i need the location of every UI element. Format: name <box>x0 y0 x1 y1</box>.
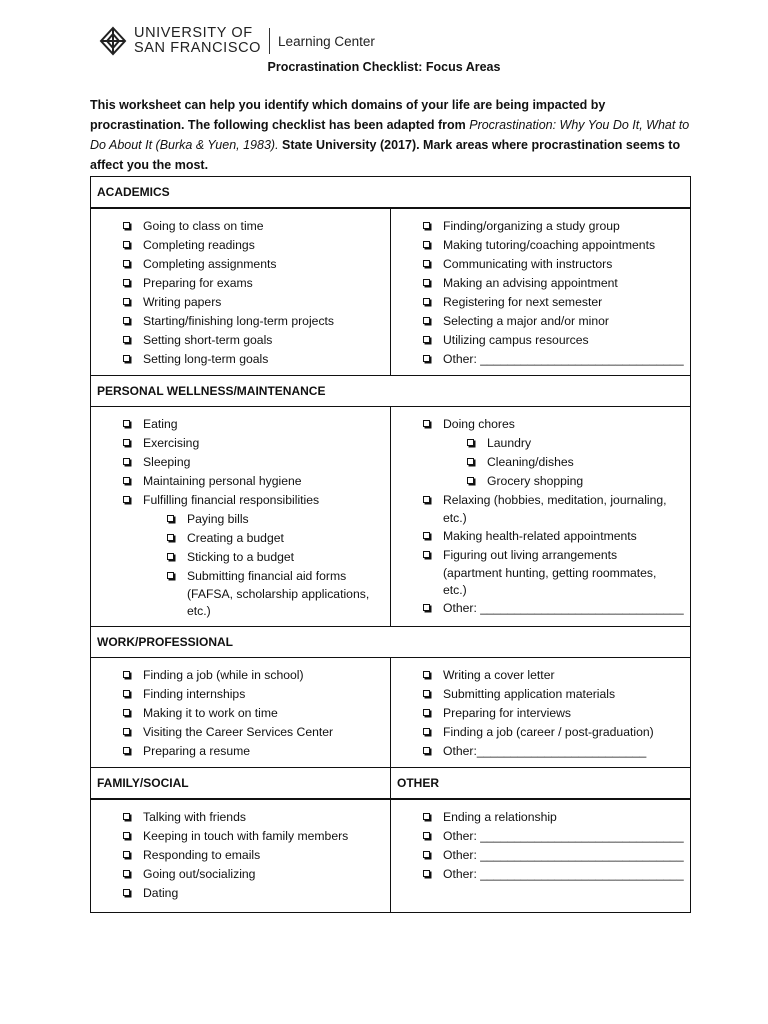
other-cell <box>391 799 691 913</box>
checklist-subitem[interactable] <box>91 548 390 567</box>
item-label: Finding a job (career / post-graduation) <box>443 725 654 739</box>
checklist-item[interactable] <box>91 350 390 369</box>
section-heading-other: OTHER <box>391 768 691 800</box>
checkbox-icon[interactable] <box>423 551 430 558</box>
checklist-subitem[interactable] <box>91 529 390 548</box>
item-continuation <box>391 565 690 582</box>
item-label: Other: ______________________________ <box>443 829 684 843</box>
item-label: Utilizing campus resources <box>443 333 589 347</box>
checkbox-icon[interactable] <box>123 222 130 229</box>
checkbox-icon[interactable] <box>423 690 430 697</box>
wellness-left-list <box>91 415 390 620</box>
checkbox-icon[interactable] <box>123 832 130 839</box>
checkbox-icon[interactable] <box>123 671 130 678</box>
checkbox-icon[interactable] <box>423 279 430 286</box>
item-continuation <box>391 582 690 599</box>
item-label: Completing readings <box>143 238 255 252</box>
item-label: Maintaining personal hygiene <box>143 474 302 488</box>
checklist-item[interactable] <box>391 491 690 510</box>
checkbox-icon[interactable] <box>123 439 130 446</box>
item-continuation <box>91 586 390 603</box>
item-label: Other: ______________________________ <box>443 601 684 615</box>
checkbox-icon[interactable] <box>423 832 430 839</box>
checklist-item[interactable] <box>91 723 390 742</box>
item-label: Other: ______________________________ <box>443 848 684 862</box>
checkbox-icon[interactable] <box>423 496 430 503</box>
item-label: Submitting application materials <box>443 687 616 701</box>
checklist-subitem[interactable] <box>391 434 690 453</box>
item-label: Relaxing (hobbies, meditation, journaling, <box>443 493 667 507</box>
item-label: (apartment hunting, getting roommates, <box>443 566 657 580</box>
checkbox-icon[interactable] <box>423 709 430 716</box>
item-label: Completing assignments <box>143 257 277 271</box>
item-label: Cleaning/dishes <box>487 455 574 469</box>
item-continuation <box>91 603 390 620</box>
checklist-item[interactable] <box>391 274 690 293</box>
checkbox-icon[interactable] <box>123 728 130 735</box>
checkbox-icon[interactable] <box>123 851 130 858</box>
checklist-item[interactable] <box>91 236 390 255</box>
family-list <box>91 808 390 903</box>
checkbox-icon[interactable] <box>123 355 130 362</box>
work-left-cell <box>91 658 391 768</box>
checkbox-icon[interactable] <box>123 279 130 286</box>
checkbox-icon[interactable] <box>123 889 130 896</box>
item-label: Eating <box>143 417 178 431</box>
checklist-item[interactable] <box>391 217 690 236</box>
item-label: Finding internships <box>143 687 246 701</box>
item-label: Figuring out living arrangements <box>443 548 618 562</box>
checklist-item[interactable] <box>391 704 690 723</box>
checklist-item[interactable] <box>91 331 390 350</box>
item-label: Responding to emails <box>143 848 261 862</box>
item-label: Keeping in touch with family members <box>143 829 349 843</box>
item-label: Sleeping <box>143 455 191 469</box>
checklist-item[interactable] <box>91 274 390 293</box>
checkbox-icon[interactable] <box>167 534 174 541</box>
item-label: Finding a job (while in school) <box>143 668 304 682</box>
item-label: Making health-related appointments <box>443 529 637 543</box>
checklist-table <box>90 176 691 913</box>
item-label: Starting/finishing long-term projects <box>143 314 335 328</box>
academics-left-list <box>91 217 390 369</box>
item-label: Other: ______________________________ <box>443 867 684 881</box>
checkbox-icon[interactable] <box>123 477 130 484</box>
item-label: Finding/organizing a study group <box>443 219 620 233</box>
item-label: Making tutoring/coaching appointments <box>443 238 656 252</box>
checklist-item[interactable] <box>91 685 390 704</box>
checkbox-icon[interactable] <box>423 355 430 362</box>
item-label: Preparing for interviews <box>443 706 572 720</box>
page-title: Procrastination Checklist: Focus Areas <box>267 60 501 74</box>
item-label: Writing a cover letter <box>443 668 555 682</box>
item-label: Doing chores <box>443 417 515 431</box>
checkbox-icon[interactable] <box>167 572 174 579</box>
checkbox-icon[interactable] <box>123 336 130 343</box>
item-label: Laundry <box>487 436 532 450</box>
checklist-subitem[interactable] <box>391 472 690 491</box>
checklist-item[interactable] <box>91 491 390 510</box>
academics-left-cell <box>91 208 391 376</box>
item-label: (FAFSA, scholarship applications, <box>187 587 370 601</box>
item-label: Sticking to a budget <box>187 550 295 564</box>
section-heading-wellness: PERSONAL WELLNESS/MAINTENANCE <box>91 376 691 407</box>
checklist-item[interactable] <box>391 846 690 865</box>
item-label: Writing papers <box>143 295 222 309</box>
checkbox-icon[interactable] <box>423 336 430 343</box>
item-label: Creating a budget <box>187 531 284 545</box>
checklist-item[interactable] <box>391 599 690 618</box>
item-label: Grocery shopping <box>487 474 584 488</box>
other-list <box>391 808 690 884</box>
checklist-item[interactable] <box>91 808 390 827</box>
checklist-item[interactable] <box>91 415 390 434</box>
checkbox-icon[interactable] <box>123 870 130 877</box>
item-label: Exercising <box>143 436 200 450</box>
checklist-item[interactable] <box>91 217 390 236</box>
checklist-item[interactable] <box>91 846 390 865</box>
work-right-cell <box>391 658 691 768</box>
checkbox-icon[interactable] <box>467 439 474 446</box>
work-right-list <box>391 666 690 761</box>
checklist-item[interactable] <box>391 255 690 274</box>
logo-line-2: SAN FRANCISCO <box>134 40 262 56</box>
university-seal-icon <box>98 26 128 56</box>
checkbox-icon[interactable] <box>467 458 474 465</box>
academics-right-cell <box>391 208 691 376</box>
checklist-item[interactable] <box>391 742 690 761</box>
item-label: Other: ______________________________ <box>443 352 684 366</box>
item-label: etc.) <box>187 604 211 618</box>
checkbox-icon[interactable] <box>123 747 130 754</box>
item-label: Setting long-term goals <box>143 352 269 366</box>
checkbox-icon[interactable] <box>123 813 130 820</box>
checkbox-icon[interactable] <box>423 728 430 735</box>
logo-line-1: UNIVERSITY OF <box>134 25 253 41</box>
checklist-item[interactable] <box>91 453 390 472</box>
item-label: Preparing for exams <box>143 276 253 290</box>
intro-part-2: State University (2017). Mark areas where procrastination seems to affect you the most. <box>90 138 681 172</box>
checklist-item[interactable] <box>391 415 690 434</box>
intro-citation: Procrastination: Why You Do It, What to Do About It (Burka & Yuen, 1983). <box>90 118 690 152</box>
academics-right-list <box>391 217 690 369</box>
checklist-item[interactable] <box>91 472 390 491</box>
checkbox-icon[interactable] <box>423 532 430 539</box>
item-label: Preparing a resume <box>143 744 251 758</box>
page-header <box>98 24 375 58</box>
intro-paragraph <box>90 95 690 175</box>
checklist-item[interactable] <box>391 546 690 565</box>
checklist-item[interactable] <box>91 312 390 331</box>
checklist-item[interactable] <box>391 312 690 331</box>
checkbox-icon[interactable] <box>423 870 430 877</box>
checklist-subitem[interactable] <box>91 567 390 586</box>
checkbox-icon[interactable] <box>123 241 130 248</box>
checklist-item[interactable] <box>91 434 390 453</box>
checkbox-icon[interactable] <box>423 420 430 427</box>
item-label: etc.) <box>443 511 467 525</box>
checklist-item[interactable] <box>91 255 390 274</box>
checkbox-icon[interactable] <box>423 851 430 858</box>
checklist-item[interactable] <box>91 742 390 761</box>
checkbox-icon[interactable] <box>123 458 130 465</box>
checkbox-icon[interactable] <box>123 317 130 324</box>
item-label: Other:_________________________ <box>443 744 647 758</box>
item-label: Selecting a major and/or minor <box>443 314 609 328</box>
logo-divider <box>269 28 270 54</box>
item-label: Fulfilling financial responsibilities <box>143 493 320 507</box>
checkbox-icon[interactable] <box>423 747 430 754</box>
item-label: etc.) <box>443 583 467 597</box>
checklist-item[interactable] <box>91 827 390 846</box>
checklist-item[interactable] <box>391 350 690 369</box>
checkbox-icon[interactable] <box>423 298 430 305</box>
checkbox-icon[interactable] <box>423 671 430 678</box>
wellness-left-cell <box>91 407 391 627</box>
item-label: Going to class on time <box>143 219 264 233</box>
section-heading-work: WORK/PROFESSIONAL <box>91 627 691 658</box>
checklist-item[interactable] <box>391 685 690 704</box>
checklist-item[interactable] <box>91 704 390 723</box>
item-label: Making it to work on time <box>143 706 278 720</box>
checkbox-icon[interactable] <box>123 260 130 267</box>
work-left-list <box>91 666 390 761</box>
item-label: Making an advising appointment <box>443 276 618 290</box>
checkbox-icon[interactable] <box>423 222 430 229</box>
item-label: Paying bills <box>187 512 249 526</box>
wellness-right-cell <box>391 407 691 627</box>
university-wordmark <box>134 26 261 56</box>
item-label: Submitting financial aid forms <box>187 569 347 583</box>
checkbox-icon[interactable] <box>167 515 174 522</box>
checkbox-icon[interactable] <box>167 553 174 560</box>
section-heading-academics: ACADEMICS <box>91 177 691 209</box>
department-name: Learning Center <box>278 33 375 49</box>
checkbox-icon[interactable] <box>123 496 130 503</box>
checklist-item[interactable] <box>391 865 690 884</box>
checkbox-icon[interactable] <box>423 241 430 248</box>
section-heading-family: FAMILY/SOCIAL <box>91 768 391 800</box>
item-continuation <box>391 510 690 527</box>
checklist-subitem[interactable] <box>391 453 690 472</box>
item-label: Visiting the Career Services Center <box>143 725 334 739</box>
item-label: Communicating with instructors <box>443 257 613 271</box>
wellness-right-list <box>391 415 690 618</box>
checklist-item[interactable] <box>391 236 690 255</box>
item-label: Ending a relationship <box>443 810 557 824</box>
checklist-item[interactable] <box>391 808 690 827</box>
intro-part-1: This worksheet can help you identify which domains of your life are being impacted by procrastination. The following checklist has been adapted from <box>90 98 606 132</box>
checklist-item[interactable] <box>391 527 690 546</box>
checkbox-icon[interactable] <box>123 709 130 716</box>
checklist-item[interactable] <box>391 723 690 742</box>
checklist-item[interactable] <box>391 666 690 685</box>
checkbox-icon[interactable] <box>123 690 130 697</box>
item-label: Talking with friends <box>143 810 246 824</box>
item-label: Dating <box>143 886 179 900</box>
checkbox-icon[interactable] <box>123 420 130 427</box>
checkbox-icon[interactable] <box>123 298 130 305</box>
checkbox-icon[interactable] <box>423 813 430 820</box>
checklist-item[interactable] <box>391 293 690 312</box>
checklist-item[interactable] <box>391 331 690 350</box>
checklist-item[interactable] <box>91 884 390 903</box>
checkbox-icon[interactable] <box>423 260 430 267</box>
checklist-item[interactable] <box>391 827 690 846</box>
checkbox-icon[interactable] <box>423 604 430 611</box>
checkbox-icon[interactable] <box>467 477 474 484</box>
item-label: Setting short-term goals <box>143 333 273 347</box>
checkbox-icon[interactable] <box>423 317 430 324</box>
checklist-subitem[interactable] <box>91 510 390 529</box>
family-cell <box>91 799 391 913</box>
checklist-item[interactable] <box>91 666 390 685</box>
checklist-item[interactable] <box>91 293 390 312</box>
checklist-item[interactable] <box>91 865 390 884</box>
item-label: Registering for next semester <box>443 295 603 309</box>
item-label: Going out/socializing <box>143 867 256 881</box>
